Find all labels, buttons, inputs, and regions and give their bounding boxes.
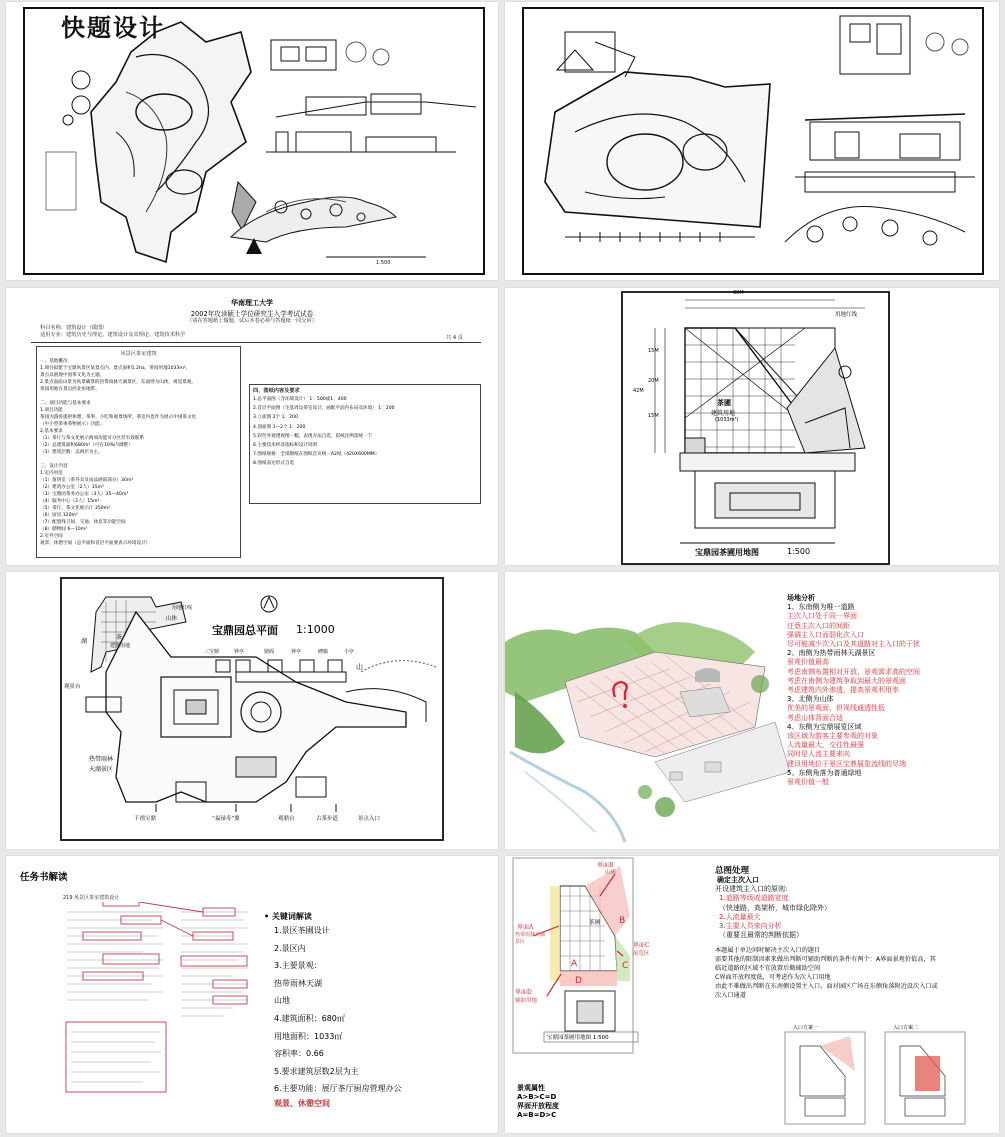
label-gate-2: 古茶步道 xyxy=(316,816,339,822)
exam-left-line: （3）建筑层数：以两层为主。 xyxy=(40,450,103,455)
analysis-item-title: 4、东侧为宝鼎展览区域 xyxy=(787,722,862,731)
strategy-intro: 开设建筑主入口的原则: xyxy=(715,885,788,894)
analysis-item-note: 人流量最大、交往性最强 xyxy=(787,741,864,750)
slide-7-brief-interpretation xyxy=(6,856,498,1133)
exam-left-lines xyxy=(37,358,240,547)
zone-letter-b: B xyxy=(619,916,626,926)
exam-left-line xyxy=(40,393,237,400)
slide-8-master-plan-strategy xyxy=(505,856,999,1133)
exam-left-line: 1.项目拟建于宝鼎风景区某景点内，景点面积1.2ha，茶园用地1033m²， xyxy=(40,366,191,371)
keyword-item: 热带雨林天湖 xyxy=(274,978,322,988)
strategy-text xyxy=(715,864,938,1000)
dim-left-2: 20M xyxy=(648,378,659,384)
exam-left-line: 2.室外空间 xyxy=(40,534,63,539)
exam-right-line: 4.剖面图 1—2个 1：200 xyxy=(253,424,306,430)
label-small: 小亭 xyxy=(344,649,355,655)
sketch-2-label: 入口方案二 xyxy=(893,1025,919,1031)
exam-left-line: 茶园为游客提供休憩、茶事、小吃和观景场所，茶室内也作为展示中国茶文化 xyxy=(40,415,197,420)
exam-left-line: 茶园用地在景点西北角地带。 xyxy=(40,387,100,392)
analysis-item-note: 建设用地位于景区宝鼎展览流线的尽端 xyxy=(787,759,906,768)
analysis-items xyxy=(787,603,920,787)
analysis-item-note: 同时是人流主要来向 xyxy=(787,750,850,759)
label-rainforest-2: 天湖景区 xyxy=(89,766,114,773)
exam-left-line: （5）茶厅、茶文化展示厅 350m² xyxy=(40,506,110,511)
entrance-sketches xyxy=(715,1026,995,1126)
prop1-label: 景观属性 xyxy=(517,1084,545,1092)
brief-doc-caption: 219 风景区茶室建筑设计 xyxy=(63,895,120,901)
dim-left-1: 15M xyxy=(648,348,659,354)
label-mountain: 山体 xyxy=(166,616,178,622)
analysis-item-note: 考虑南侧布置相对开放、景观需求高的空间 xyxy=(787,667,920,676)
site-sub: 建筑用地 xyxy=(711,410,736,417)
keyword-item: 6.主要功能：展厅茶厅厨房管理办公 xyxy=(274,1084,402,1094)
exam-left-line: 一、基地概况 xyxy=(40,359,68,364)
slide-1-sketch-plan xyxy=(6,2,498,280)
zone-letter-d: D xyxy=(575,976,582,986)
annotation-a: 界面A xyxy=(517,924,534,931)
exam-left-line: （2）建筑办公室（2人）15m² xyxy=(40,485,104,490)
analysis-item-note: 注意主次入口的间距 xyxy=(787,621,850,630)
analysis-item-note: 景观价值一般 xyxy=(787,778,829,787)
exam-left-line: 1.室内用房 xyxy=(40,471,63,476)
analysis-item-title: 2、南侧为热带雨林天湖景区 xyxy=(787,649,876,658)
annotation-exhibit: 展览区 xyxy=(633,951,650,957)
strategy-para-3: 临近道路的区域不宜放置后勤辅助空间 xyxy=(715,965,821,973)
label-twin: “福禄寿”鼎 xyxy=(212,816,240,822)
annotation-b: 界面B xyxy=(597,862,614,869)
exam-left-line: （中小型茶事茶物展示）功能。 xyxy=(40,422,105,427)
label-stele: 碑廊 xyxy=(318,649,329,655)
strategy-para-2: 需要其他的限制因素来做出判断可辅助判断的条件有两个：A界面景观价值高，其 xyxy=(715,956,936,964)
exam-left-line: （6）厨房 120m² xyxy=(40,513,78,518)
label-lingfeng: 钟亭 xyxy=(234,649,245,655)
exam-left-line: （3）宝鼎园茶务办公室（3人）35—40m² xyxy=(40,492,129,497)
site-label: 茶圃 xyxy=(717,398,731,407)
exam-majors: 适用专业：建筑历史与理论、建筑设计及其理论、建筑技术科学 xyxy=(40,332,186,338)
keyword-header: • 关键词解读 xyxy=(264,912,312,921)
slide-2-sketch-plan xyxy=(505,2,999,280)
exam-right-line: 3.立面图 2个 1：200 xyxy=(253,415,298,421)
keyword-item: 山地 xyxy=(274,996,290,1006)
keyword-item: 5.要求建筑层数2层为主 xyxy=(274,1066,359,1076)
annotation-aux: 辅助用地 xyxy=(515,998,538,1004)
principles-list xyxy=(715,894,938,940)
label-sanbao: 三宝鼎 xyxy=(204,649,220,655)
slide-4-site-map xyxy=(505,288,999,565)
label-lake: 湖 xyxy=(81,638,88,645)
sketch-1-label: 入口方案一 xyxy=(793,1025,819,1031)
keyword-highlight: 观景、休憩空间 xyxy=(274,1098,330,1108)
exam-left-line: 1.项目功能 xyxy=(40,408,63,413)
exam-note: （请在答题纸上做题，试后本卷必须与答题纸一同交回） xyxy=(187,318,317,324)
analysis-item-note: 尽可能减少次入口及其道路对主入口的干扰 xyxy=(787,640,920,649)
exam-title: 2002年攻读硕士学位研究生入学考试试卷 xyxy=(190,310,314,318)
exam-left-line: 2.景点南面山景为风景确景的热带雨林天湖景区，东面则为山体，视觉景观， xyxy=(40,380,196,385)
exam-right-line: 8.图纸表达形式自选 xyxy=(253,461,295,467)
prop2-value: A=B=D>C xyxy=(517,1111,557,1119)
exam-right-lines xyxy=(250,395,480,469)
master-plan-svg xyxy=(6,572,498,849)
hand-drawn-site-plan xyxy=(6,2,498,280)
analysis-item-note: 景观价值最高 xyxy=(787,658,829,667)
label-qianbao: 千禧宝鼎 xyxy=(134,816,157,822)
exam-left-line: 三、设计内容 xyxy=(40,464,68,469)
hand-drawn-site-plan-2 xyxy=(505,2,999,280)
exam-right-line: 7.图纸规格：全部图纸在图纸首页统一A2纸（420X600MM） xyxy=(253,452,380,458)
principle-item: 3.主要人员来向分析 xyxy=(719,922,782,931)
exam-left-line: 2.基本要求 xyxy=(40,429,63,434)
label-gate-3: 景点入口 xyxy=(358,816,381,822)
keyword-header-text: 关键词解读 xyxy=(271,912,312,921)
slide1-title-art: 快题设计 xyxy=(61,13,165,42)
principle-item: 1.道路等级或道路宽度 xyxy=(719,894,789,903)
label-mountain2: 山 xyxy=(356,663,363,671)
analysis-item-title: 1、东南侧为唯一道路 xyxy=(787,603,855,612)
keyword-item: 2.景区内 xyxy=(274,943,306,953)
slide1-scale: 1:500 xyxy=(376,260,391,266)
exam-left-line: 二、项目功能与基本要求 xyxy=(40,401,91,406)
analysis-item-note: 主次入口处于同一界面 xyxy=(787,612,857,621)
zone-letter-a: A xyxy=(571,959,578,969)
keyword-item: 3.主要景观： xyxy=(274,961,322,971)
strategy-title: 总图处理 xyxy=(715,866,750,876)
exam-left-line: （2）总建筑面积680m²（可在10%内调整） xyxy=(40,443,133,448)
analysis-item-note: 该区域为游客主要参观的对象 xyxy=(787,732,878,741)
analysis-item-note: 强调主入口而弱化次入口 xyxy=(787,630,864,639)
principle-item: （快速路，高架桥，城市绿化除外） xyxy=(719,903,831,912)
keyword-item: 1.景区茶圃设计 xyxy=(274,926,330,935)
exam-right-line: 1.总平面图（含环境设计） 1：500或1：400 xyxy=(253,397,347,402)
label-tea: 茶 xyxy=(116,634,123,641)
exam-left-line: （8）储物间 6—10m² xyxy=(40,527,88,532)
exam-right-header: 四、图纸内容及要求 xyxy=(253,388,300,394)
strategy-para-6: 次入口通道 xyxy=(715,992,746,1000)
strategy-para-4: C界面开放程度低，可考虑作为次入口用地 xyxy=(715,974,831,982)
annotation-mountain: 山体 xyxy=(605,870,617,876)
exam-divider xyxy=(31,342,481,343)
principle-item: 2.人流量最大 xyxy=(719,912,761,921)
brief-markup-svg xyxy=(63,902,253,1112)
exam-left-line: （1）茶厅与茶文化展示两项功能可分区但有效联系 xyxy=(40,436,144,441)
dim-left-3: 15M xyxy=(648,413,659,419)
exam-project-title: 风景区茶室建筑 xyxy=(120,351,157,357)
slide-5-master-plan xyxy=(6,572,498,849)
site-perspective-sketch xyxy=(505,572,999,849)
annotation-d: 界面D xyxy=(515,989,532,996)
brief-scan xyxy=(63,894,253,1114)
zone-letter-c: C xyxy=(622,961,629,971)
analysis-item-title: 3、北侧为山体 xyxy=(787,695,834,704)
annotation-rainforest: 热带雨林天湖景区 xyxy=(515,932,546,945)
exam-right-line: 6.主要技术经济指标和设计说明 xyxy=(253,443,318,449)
analysis-item-note: 考虑建筑内外渗透，提高景观利用率 xyxy=(787,686,899,695)
map-scale: 1:500 xyxy=(787,547,811,556)
dim-top: 30M xyxy=(733,290,744,296)
strategy-subtitle: 确定主次入口 xyxy=(717,876,759,884)
exam-page: 共 4 页 xyxy=(446,335,463,341)
label-site: 建筑用地 xyxy=(110,643,131,649)
exam-school: 华南理工大学 xyxy=(231,299,273,307)
site-map-svg xyxy=(505,288,999,565)
label-viewpoint: 观景台 xyxy=(64,684,81,690)
prop2-label: 界面开放程度 xyxy=(517,1102,559,1110)
exam-left-line xyxy=(40,456,237,463)
analysis-item-note: 考虑山体背面合适 xyxy=(787,713,843,722)
analysis-item-title: 5、东侧角落为普通绿地 xyxy=(787,768,862,777)
slide-6-site-analysis xyxy=(505,572,999,849)
exam-subject: 科目名称：建筑设计（做图） xyxy=(40,325,108,331)
label-rainforest-1: 热带雨林 xyxy=(89,756,114,763)
exam-left-line: （7）配置残卫间、交通、休息等功能空间 xyxy=(40,520,126,525)
property-block xyxy=(517,1084,559,1120)
map-title: 宝鼎园茶圃用地图 xyxy=(695,547,759,557)
annotation-c: 界面C xyxy=(633,942,650,949)
keyword-item: 用地面积：1033㎡ xyxy=(274,1031,343,1041)
master-plan-scale: 1:1000 xyxy=(296,623,335,636)
annotated-map-caption: 宝鼎园茶圃用地图 1:500 xyxy=(547,1035,609,1041)
strategy-para-1: 本题属于单边问时解决主次入口的题目 xyxy=(715,947,821,955)
label-redline: 用地红线 xyxy=(172,605,193,611)
site-area: (1033m²) xyxy=(715,417,739,423)
prop1-value: A>B>C=D xyxy=(517,1093,557,1101)
analysis-item-note: 考虑在南侧为建筑争取到最大的景观面 xyxy=(787,676,906,685)
principle-item: （重要且最常的判断依据） xyxy=(719,931,803,940)
exam-left-box xyxy=(36,346,241,558)
analysis-text xyxy=(787,594,920,787)
exam-left-line: 观景、休憩空间（总平面和首层平面要表示环境设计） xyxy=(40,541,151,546)
master-plan-title: 宝鼎园总平面 xyxy=(212,624,278,637)
exam-left-line: 景点以展现中国茶文化为主题。 xyxy=(40,373,105,378)
analysis-heading: 场地分析 xyxy=(787,594,815,602)
label-gate-1: 观鼎台 xyxy=(278,816,295,822)
keyword-item: 4.建筑面积：680㎡ xyxy=(274,1013,345,1023)
slide-3-exam-paper xyxy=(6,288,498,565)
edge-label: 用地红线 xyxy=(835,312,858,318)
brief-title: 任务书解读 xyxy=(20,872,68,883)
keyword-item: 容积率：0.66 xyxy=(274,1049,324,1059)
dim-left-total: 42M xyxy=(633,388,644,394)
strategy-para-5: 由此不难做出判断在东南侧设置主入口，面对园区广场在东侧角落附近设次入口或 xyxy=(715,983,938,991)
keyword-list xyxy=(264,922,402,1098)
analysis-item-note: 优美的景观面，但视线通透性低 xyxy=(787,704,885,713)
map-zone-tea: 茶圃 xyxy=(589,920,601,926)
label-baoding: 鼎阁 xyxy=(264,649,275,655)
exam-left-line: （4）服务中心（2人）15m² xyxy=(40,499,100,504)
keywords-panel xyxy=(264,911,402,1110)
exam-right-box xyxy=(249,384,481,504)
exam-left-line: （1）值班室（茶外卖及成品展销部分）30m² xyxy=(40,478,134,483)
label-bell: 钟亭 xyxy=(291,649,302,655)
exam-right-line: 5.彩色外观透视图一幅，表现方法自选，彩纸比例需统一下 xyxy=(253,433,373,439)
exam-right-line: 2.首层平面图（宅基周边茶室设计，画配平面内布局及环境） 1：200 xyxy=(253,406,395,412)
